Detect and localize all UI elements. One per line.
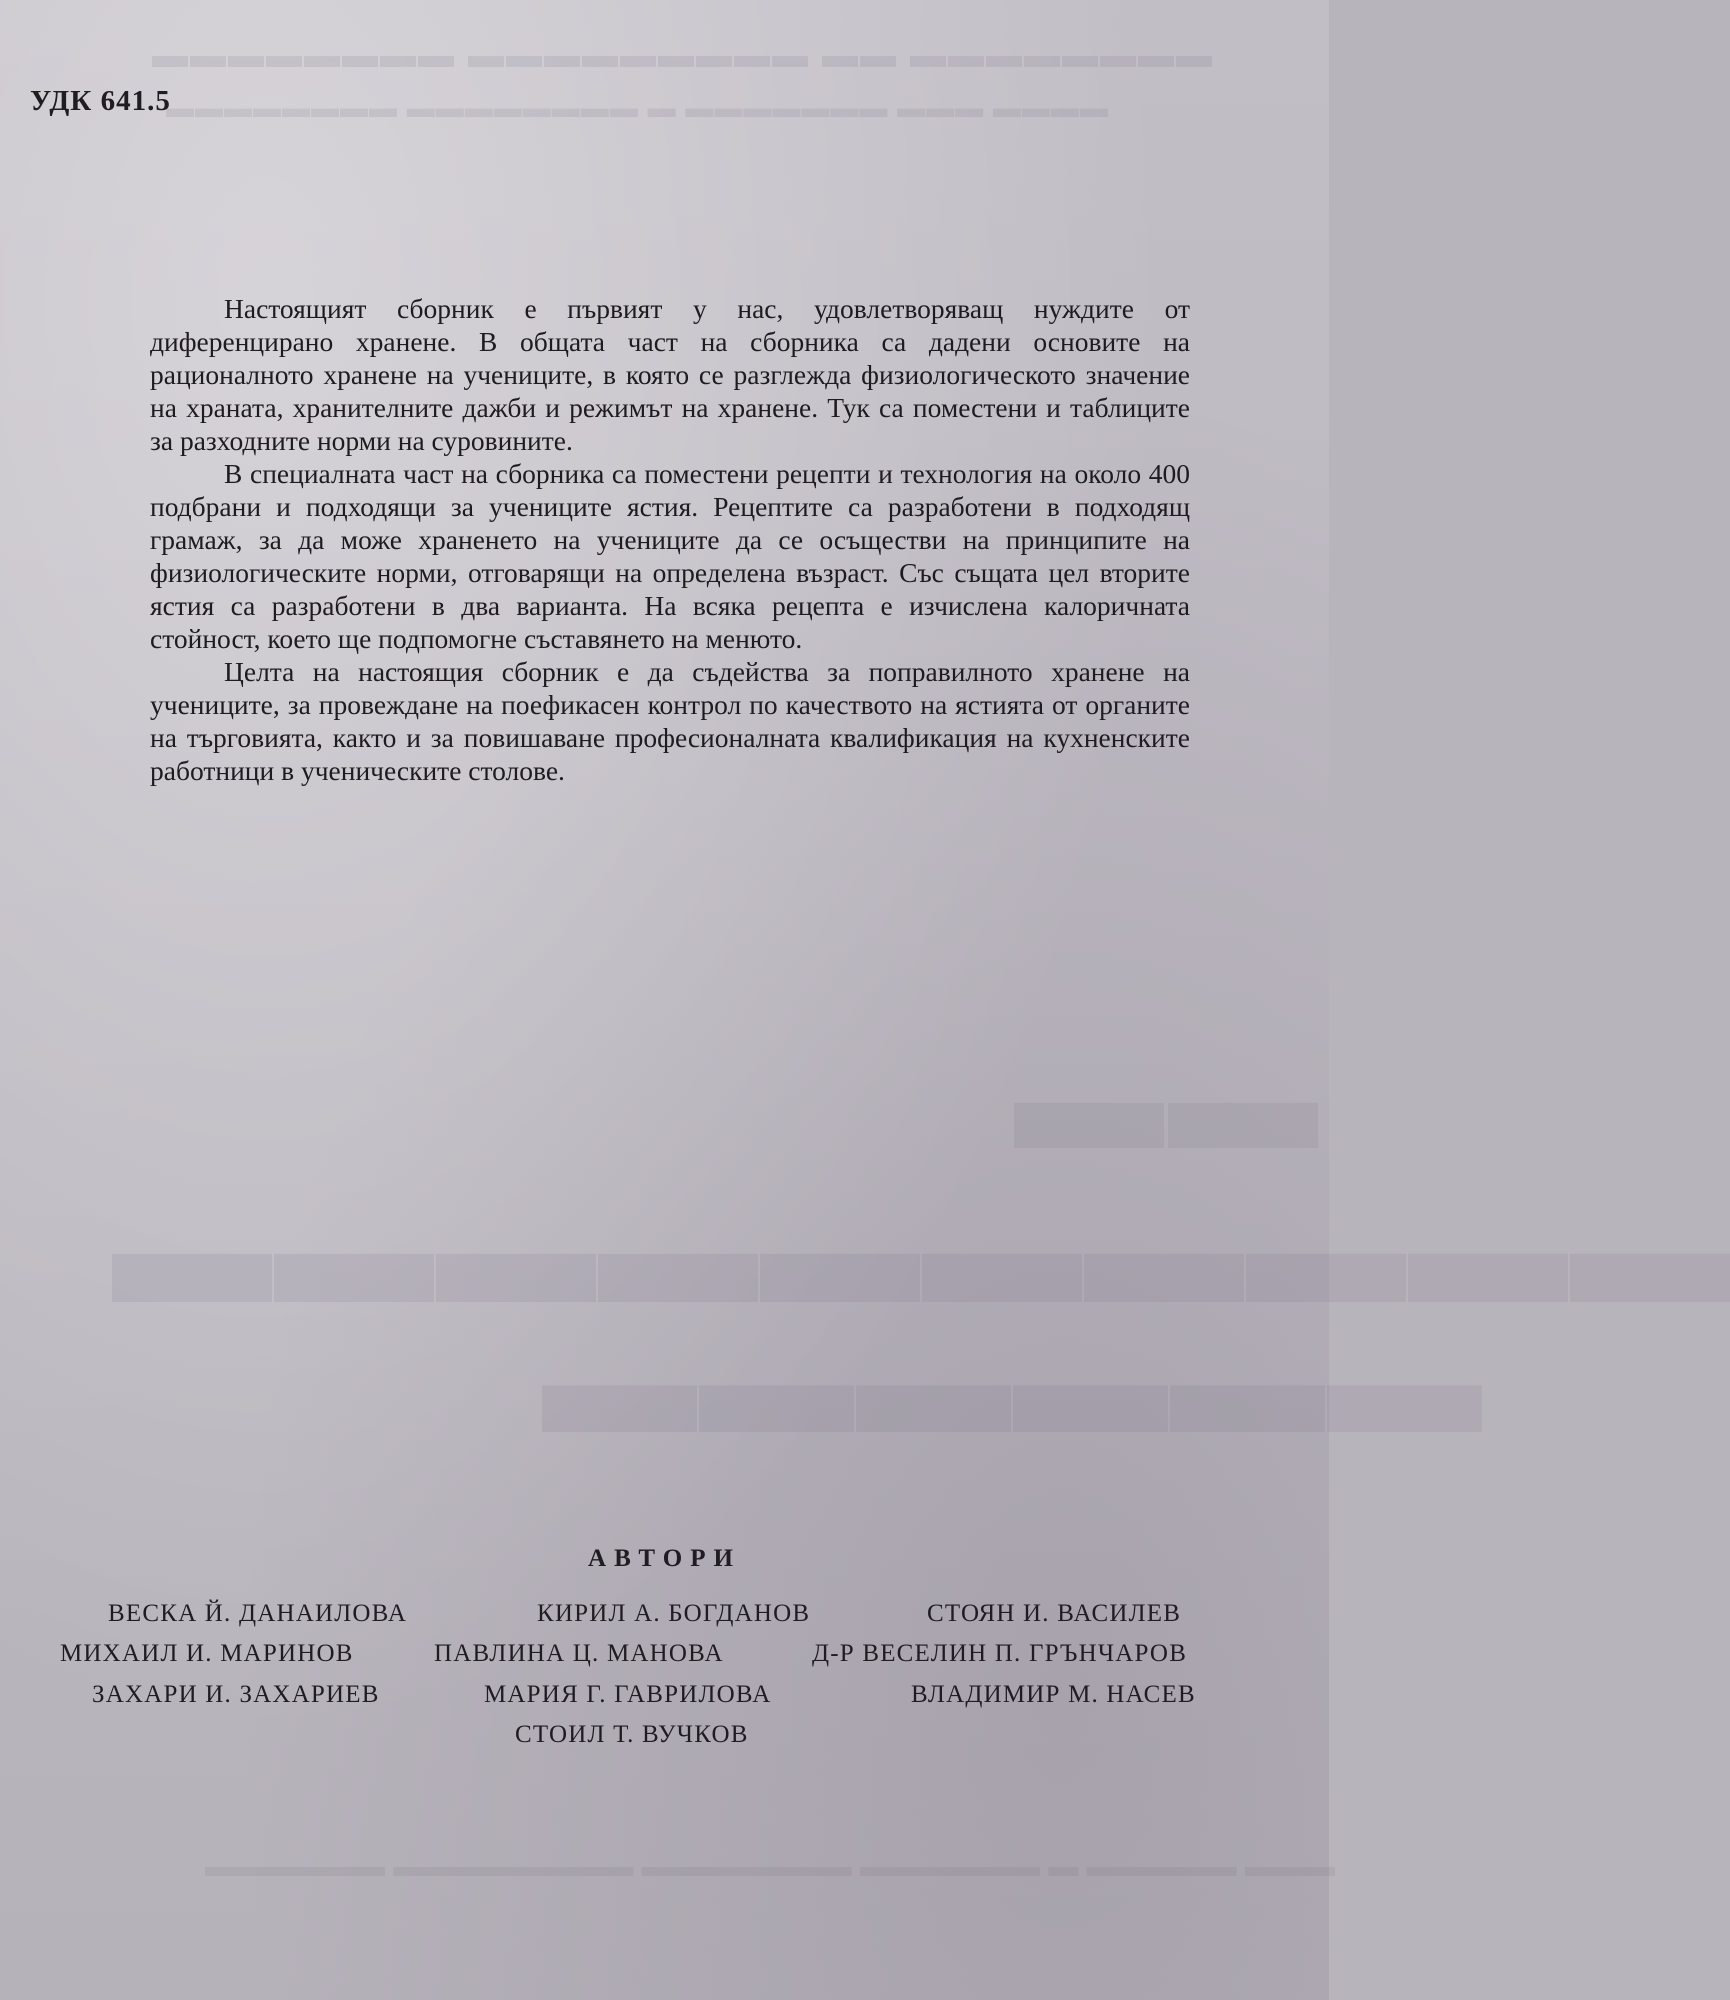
show-through-footer: ▬▬▬ ▬▬▬▬▬ ▬ ▬▬▬▬▬▬ ▬▬▬▬▬▬▬ ▬▬▬▬▬▬▬▬ ▬▬▬▬▬▬ bbox=[205, 1850, 1336, 1883]
show-through-title-2: ▬▬▬▬▬▬▬▬▬▬ bbox=[110, 1157, 1730, 1336]
show-through-header-2: ▬▬▬▬ ▬▬▬ ▬▬▬▬▬▬▬ ▬ ▬▬▬▬▬▬▬▬ ▬▬▬▬▬▬▬▬ bbox=[165, 92, 1108, 123]
author-name: МАРИЯ Г. ГАВРИЛОВА bbox=[484, 1681, 772, 1708]
authors-heading: АВТОРИ bbox=[588, 1545, 741, 1572]
author-name: КИРИЛ А. БОГДАНОВ bbox=[537, 1600, 811, 1627]
author-name: Д-Р ВЕСЕЛИН П. ГРЪНЧАРОВ bbox=[812, 1640, 1188, 1667]
author-name: ВЕСКА Й. ДАНАИЛОВА bbox=[108, 1600, 408, 1627]
author-name: СТОЯН И. ВАСИЛЕВ bbox=[927, 1600, 1182, 1627]
author-name: СТОИЛ Т. ВУЧКОВ bbox=[515, 1721, 749, 1748]
author-name: ВЛАДИМИР М. НАСЕВ bbox=[911, 1681, 1196, 1708]
show-through-header-1: ▬▬▬▬▬▬▬▬ ▬▬ ▬▬▬▬▬▬▬▬▬ ▬▬▬▬▬▬▬▬ bbox=[150, 34, 1213, 75]
author-name: ПАВЛИНА Ц. МАНОВА bbox=[434, 1640, 724, 1667]
preface-paragraph-2: В специалната част на сборника са поместени рецепти и технология на около 400 подбрани и подходящи за учениците ястия. Рецептите са разработени в подходящ грамаж, за да може храненето на учениците да се осъществи на принципите на физиологическите норми, отговарящи на определена възраст. Със същата цел вторите ястия са разработени в два варианта. На всяка рецепта е изчислена калоричната стойност, което ще подпомогне съставянето на менюто. bbox=[150, 458, 1190, 654]
author-name: ЗАХАРИ И. ЗАХАРИЕВ bbox=[92, 1681, 380, 1708]
author-name: МИХАИЛ И. МАРИНОВ bbox=[60, 1640, 354, 1667]
udk-classification: УДК 641.5 bbox=[30, 85, 171, 117]
preface-paragraph-1: Настоящият сборник е първият у нас, удовлетворяващ нуждите от диференцирано хранене. В общата част на сборника са дадени основите на рационалното хранене на учениците, в която се разглежда физиологическото значение на храната, хранителните дажби и режимът на хранене. Тук са поместени и таблиците за разходните норми на суровините. bbox=[150, 293, 1190, 456]
preface-text bbox=[150, 292, 1190, 787]
preface-paragraph-3: Целта на настоящия сборник е да съдейства за поправилното хранене на учениците, за провеждане на поефикасен контрол по качеството на ястията от органите на търговията, както и за повишаване професионалната квалификация на кухненските работници в ученическите столове. bbox=[150, 656, 1190, 786]
show-through-title-1: ▬▬ bbox=[1010, 1012, 1318, 1180]
show-through-title-3: ▬▬▬▬▬▬ bbox=[540, 1292, 1482, 1465]
